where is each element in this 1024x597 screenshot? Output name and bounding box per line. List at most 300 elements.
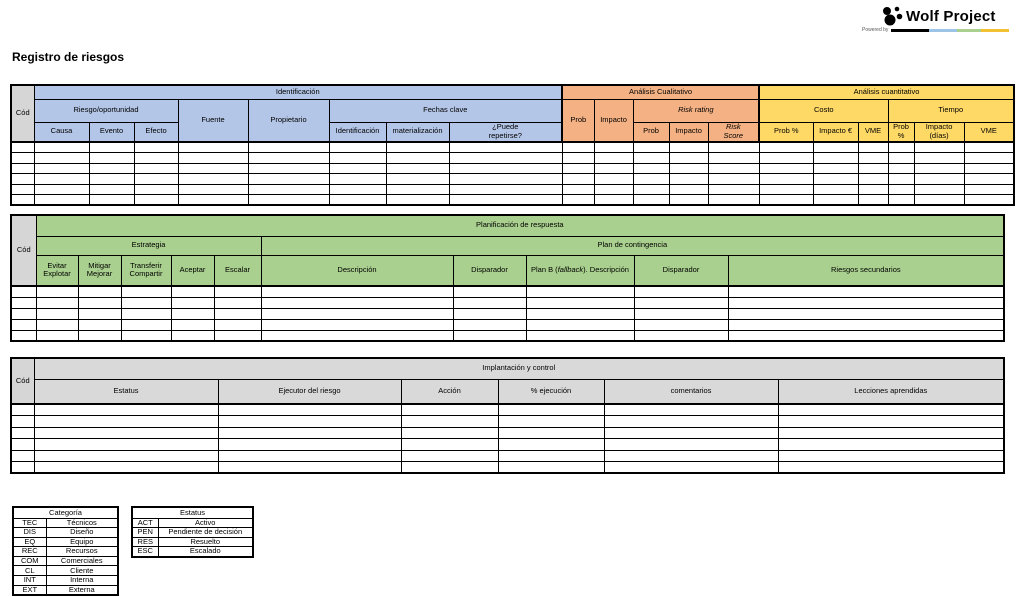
empty-cell[interactable] (78, 319, 121, 330)
empty-cell[interactable] (134, 163, 178, 174)
empty-cell[interactable] (449, 184, 562, 195)
empty-cell[interactable] (214, 297, 261, 308)
empty-cell[interactable] (34, 416, 218, 428)
empty-cell[interactable] (604, 439, 778, 451)
empty-cell[interactable] (134, 153, 178, 164)
empty-cell[interactable] (386, 195, 449, 206)
legend-estatus-title: Estatus (132, 507, 253, 518)
empty-cell[interactable] (728, 297, 1004, 308)
empty-cell[interactable] (11, 450, 34, 462)
empty-cell[interactable] (914, 142, 964, 153)
empty-cell[interactable] (11, 195, 34, 206)
empty-cell[interactable] (34, 174, 89, 185)
empty-cell[interactable] (453, 286, 526, 297)
empty-cell[interactable] (708, 184, 759, 195)
empty-cell[interactable] (34, 462, 218, 474)
empty-cell[interactable] (634, 319, 728, 330)
empty-cell[interactable] (449, 153, 562, 164)
empty-cell[interactable] (78, 308, 121, 319)
empty-cell[interactable] (449, 195, 562, 206)
empty-cell[interactable] (11, 330, 36, 341)
legend-row (13, 566, 118, 576)
empty-cell[interactable] (562, 142, 594, 153)
empty-cell[interactable] (134, 174, 178, 185)
empty-cell[interactable] (11, 174, 34, 185)
empty-cell[interactable] (214, 308, 261, 319)
identification-table (10, 84, 1015, 206)
empty-cell[interactable] (34, 184, 89, 195)
empty-cell[interactable] (453, 319, 526, 330)
empty-cell[interactable] (11, 427, 34, 439)
legend-label: Diseño (46, 528, 118, 538)
empty-cell[interactable] (813, 174, 858, 185)
empty-cell[interactable] (708, 174, 759, 185)
col-header-rr-prob: Prob (633, 122, 669, 142)
empty-cell[interactable] (134, 142, 178, 153)
empty-cell[interactable] (218, 450, 401, 462)
empty-cell[interactable] (11, 184, 34, 195)
empty-cell[interactable] (964, 195, 1014, 206)
empty-cell[interactable] (526, 319, 634, 330)
empty-cell[interactable] (604, 404, 778, 416)
col-header-escalar: Escalar (214, 255, 261, 286)
wolf-paw-icon (878, 3, 904, 29)
empty-cell[interactable] (888, 184, 914, 195)
empty-cell[interactable] (634, 308, 728, 319)
empty-cell[interactable] (171, 308, 214, 319)
col-header-aceptar: Aceptar (171, 255, 214, 286)
table-row (11, 297, 1004, 308)
empty-cell[interactable] (11, 319, 36, 330)
empty-cell[interactable] (858, 184, 888, 195)
empty-cell[interactable] (634, 297, 728, 308)
empty-cell[interactable] (498, 427, 604, 439)
empty-cell[interactable] (964, 174, 1014, 185)
empty-cell[interactable] (121, 319, 171, 330)
empty-cell[interactable] (218, 439, 401, 451)
empty-cell[interactable] (34, 427, 218, 439)
empty-cell[interactable] (813, 142, 858, 153)
legend-code: INT (13, 576, 46, 586)
empty-cell[interactable] (121, 286, 171, 297)
empty-cell[interactable] (401, 427, 498, 439)
table-row (11, 195, 1014, 206)
empty-cell[interactable] (562, 153, 594, 164)
empty-cell[interactable] (562, 163, 594, 174)
empty-cell[interactable] (34, 439, 218, 451)
legend-code: TEC (13, 518, 46, 528)
empty-cell[interactable] (11, 439, 34, 451)
empty-cell[interactable] (34, 153, 89, 164)
empty-cell[interactable] (386, 153, 449, 164)
empty-cell[interactable] (728, 286, 1004, 297)
empty-cell[interactable] (669, 163, 708, 174)
empty-cell[interactable] (178, 163, 248, 174)
empty-cell[interactable] (386, 163, 449, 174)
empty-cell[interactable] (759, 195, 813, 206)
empty-cell[interactable] (11, 404, 34, 416)
empty-cell[interactable] (11, 153, 34, 164)
empty-cell[interactable] (386, 142, 449, 153)
legend-row (13, 576, 118, 586)
empty-cell[interactable] (401, 450, 498, 462)
empty-cell[interactable] (261, 297, 453, 308)
col-header-disparador-2: Disparador (634, 255, 728, 286)
empty-cell[interactable] (261, 286, 453, 297)
empty-cell[interactable] (386, 174, 449, 185)
col-header-evento: Evento (89, 122, 134, 142)
empty-cell[interactable] (34, 450, 218, 462)
empty-cell[interactable] (178, 184, 248, 195)
empty-cell[interactable] (669, 184, 708, 195)
table-row (11, 462, 1004, 474)
empty-cell[interactable] (594, 153, 633, 164)
empty-cell[interactable] (813, 163, 858, 174)
empty-cell[interactable] (858, 153, 888, 164)
empty-cell[interactable] (78, 330, 121, 341)
empty-cell[interactable] (778, 416, 1004, 428)
empty-cell[interactable] (401, 416, 498, 428)
empty-cell[interactable] (604, 462, 778, 474)
empty-cell[interactable] (11, 416, 34, 428)
empty-cell[interactable] (453, 308, 526, 319)
empty-cell[interactable] (858, 163, 888, 174)
empty-cell[interactable] (708, 142, 759, 153)
empty-cell[interactable] (888, 195, 914, 206)
col-header-disparador-1: Disparador (453, 255, 526, 286)
empty-cell[interactable] (498, 450, 604, 462)
empty-cell[interactable] (89, 153, 134, 164)
legend-row (13, 528, 118, 538)
empty-cell[interactable] (594, 142, 633, 153)
legend-code: COM (13, 556, 46, 566)
empty-cell[interactable] (11, 163, 34, 174)
col-header-efecto: Efecto (134, 122, 178, 142)
empty-cell[interactable] (11, 142, 34, 153)
empty-cell[interactable] (329, 195, 386, 206)
empty-cell[interactable] (778, 439, 1004, 451)
table-row (11, 163, 1014, 174)
empty-cell[interactable] (214, 319, 261, 330)
empty-cell[interactable] (778, 427, 1004, 439)
empty-cell[interactable] (178, 174, 248, 185)
empty-cell[interactable] (34, 142, 89, 153)
empty-cell[interactable] (218, 416, 401, 428)
empty-cell[interactable] (386, 184, 449, 195)
brand-bar-blue (929, 29, 957, 32)
empty-cell[interactable] (914, 195, 964, 206)
empty-cell[interactable] (401, 462, 498, 474)
empty-cell[interactable] (633, 184, 669, 195)
empty-cell[interactable] (36, 297, 78, 308)
empty-cell[interactable] (813, 195, 858, 206)
empty-cell[interactable] (449, 174, 562, 185)
col-header-propietario: Propietario (248, 99, 329, 142)
col-header-riesgos-secundarios: Riesgos secundarios (728, 255, 1004, 286)
empty-cell[interactable] (89, 195, 134, 206)
legend-row (13, 585, 118, 595)
empty-cell[interactable] (248, 174, 329, 185)
section-header-identificacion: Identificación (34, 85, 562, 99)
col-header-costo-impacto: Impacto € (813, 122, 858, 142)
col-header-costo-prob: Prob % (759, 122, 813, 142)
empty-cell[interactable] (498, 462, 604, 474)
empty-cell[interactable] (11, 462, 34, 474)
empty-cell[interactable] (813, 153, 858, 164)
empty-cell[interactable] (248, 153, 329, 164)
legend-label: Interna (46, 576, 118, 586)
empty-cell[interactable] (728, 308, 1004, 319)
empty-cell[interactable] (171, 319, 214, 330)
empty-cell[interactable] (858, 195, 888, 206)
empty-cell[interactable] (121, 308, 171, 319)
empty-cell[interactable] (453, 330, 526, 341)
section-header-analisis-cualitativo: Análisis Cualitativo (562, 85, 759, 99)
empty-cell[interactable] (449, 142, 562, 153)
col-header-cod: Cód (11, 215, 36, 286)
empty-cell[interactable] (329, 142, 386, 153)
col-header-puede-repetirse: ¿Puede repetirse? (449, 122, 562, 142)
col-header-impacto: Impacto (594, 99, 633, 142)
empty-cell[interactable] (453, 297, 526, 308)
powered-by (862, 27, 1009, 33)
col-header-transferir-compartir: Transferir Compartir (121, 255, 171, 286)
empty-cell[interactable] (669, 153, 708, 164)
group-header-tiempo: Tiempo (888, 99, 1014, 122)
empty-cell[interactable] (759, 184, 813, 195)
group-header-estrategia: Estrategia (36, 236, 261, 255)
empty-cell[interactable] (34, 404, 218, 416)
col-header-cod: Cód (11, 85, 34, 142)
col-header-causa: Causa (34, 122, 89, 142)
empty-cell[interactable] (526, 330, 634, 341)
legend-label: Equipo (46, 537, 118, 547)
empty-cell[interactable] (669, 142, 708, 153)
empty-cell[interactable] (888, 153, 914, 164)
empty-cell[interactable] (121, 297, 171, 308)
empty-cell[interactable] (89, 174, 134, 185)
empty-cell[interactable] (759, 153, 813, 164)
legend-label: Técnicos (46, 518, 118, 528)
page-title: Registro de riesgos (12, 50, 125, 64)
empty-cell[interactable] (89, 142, 134, 153)
empty-cell[interactable] (633, 163, 669, 174)
empty-cell[interactable] (121, 330, 171, 341)
legend-code: CL (13, 566, 46, 576)
legend-label: Escalado (158, 547, 253, 557)
legend-label: Comerciales (46, 556, 118, 566)
col-header-fecha-identificacion: Identificación (329, 122, 386, 142)
empty-cell[interactable] (708, 195, 759, 206)
legend-code: EQ (13, 537, 46, 547)
legend-label: Resuelto (158, 537, 253, 547)
col-header-costo-vme: VME (858, 122, 888, 142)
empty-cell[interactable] (449, 163, 562, 174)
empty-cell[interactable] (134, 184, 178, 195)
empty-cell[interactable] (634, 286, 728, 297)
col-header-estatus: Estatus (34, 379, 218, 404)
empty-cell[interactable] (778, 450, 1004, 462)
legend-row (132, 547, 253, 557)
empty-cell[interactable] (11, 297, 36, 308)
table-row (11, 319, 1004, 330)
brand-name: Wolf Project (906, 7, 996, 25)
group-header-risk-rating: Risk rating (633, 99, 759, 122)
empty-cell[interactable] (964, 163, 1014, 174)
empty-cell[interactable] (248, 184, 329, 195)
col-header-risk-score: Risk Score (708, 122, 759, 142)
empty-cell[interactable] (218, 462, 401, 474)
empty-cell[interactable] (669, 174, 708, 185)
empty-cell[interactable] (914, 153, 964, 164)
col-header-tiempo-vme: VME (964, 122, 1014, 142)
empty-cell[interactable] (708, 153, 759, 164)
empty-cell[interactable] (914, 163, 964, 174)
empty-cell[interactable] (526, 297, 634, 308)
legend-label: Externa (46, 585, 118, 595)
empty-cell[interactable] (594, 195, 633, 206)
empty-cell[interactable] (214, 286, 261, 297)
empty-cell[interactable] (594, 163, 633, 174)
empty-cell[interactable] (759, 174, 813, 185)
brand-logo (878, 3, 996, 29)
empty-cell[interactable] (964, 184, 1014, 195)
empty-cell[interactable] (171, 286, 214, 297)
brand-bar-black (891, 29, 929, 32)
empty-cell[interactable] (401, 439, 498, 451)
empty-cell[interactable] (526, 308, 634, 319)
col-header-comentarios: comentarios (604, 379, 778, 404)
legend-label: Activo (158, 518, 253, 528)
empty-cell[interactable] (248, 163, 329, 174)
empty-cell[interactable] (329, 184, 386, 195)
empty-cell[interactable] (34, 163, 89, 174)
legend-row (13, 547, 118, 557)
empty-cell[interactable] (914, 184, 964, 195)
empty-cell[interactable] (498, 439, 604, 451)
empty-cell[interactable] (171, 297, 214, 308)
empty-cell[interactable] (964, 142, 1014, 153)
empty-cell[interactable] (634, 330, 728, 341)
empty-cell[interactable] (594, 184, 633, 195)
empty-cell[interactable] (888, 142, 914, 153)
col-header-prob: Prob (562, 99, 594, 142)
empty-cell[interactable] (248, 195, 329, 206)
empty-cell[interactable] (329, 153, 386, 164)
legend-label: Cliente (46, 566, 118, 576)
empty-cell[interactable] (36, 330, 78, 341)
empty-cell[interactable] (914, 174, 964, 185)
empty-cell[interactable] (604, 416, 778, 428)
empty-cell[interactable] (888, 174, 914, 185)
empty-cell[interactable] (562, 195, 594, 206)
empty-cell[interactable] (728, 330, 1004, 341)
group-header-fechas-clave: Fechas clave (329, 99, 562, 122)
empty-cell[interactable] (261, 330, 453, 341)
empty-cell[interactable] (669, 195, 708, 206)
empty-cell[interactable] (728, 319, 1004, 330)
empty-cell[interactable] (401, 404, 498, 416)
legend-categoria-title: Categoría (13, 507, 118, 518)
empty-cell[interactable] (759, 163, 813, 174)
empty-cell[interactable] (261, 308, 453, 319)
empty-cell[interactable] (813, 184, 858, 195)
empty-cell[interactable] (329, 174, 386, 185)
empty-cell[interactable] (858, 142, 888, 153)
legend-code: DIS (13, 528, 46, 538)
empty-cell[interactable] (78, 297, 121, 308)
col-header-mitigar-mejorar: Mitigar Mejorar (78, 255, 121, 286)
empty-cell[interactable] (964, 153, 1014, 164)
empty-cell[interactable] (562, 184, 594, 195)
empty-cell[interactable] (633, 174, 669, 185)
empty-cell[interactable] (34, 195, 89, 206)
empty-cell[interactable] (11, 308, 36, 319)
empty-cell[interactable] (89, 184, 134, 195)
empty-cell[interactable] (498, 404, 604, 416)
empty-cell[interactable] (759, 142, 813, 153)
empty-cell[interactable] (218, 427, 401, 439)
empty-cell[interactable] (888, 163, 914, 174)
empty-cell[interactable] (178, 142, 248, 153)
col-header-lecciones: Lecciones aprendidas (778, 379, 1004, 404)
empty-cell[interactable] (498, 416, 604, 428)
empty-cell[interactable] (89, 163, 134, 174)
empty-cell[interactable] (708, 163, 759, 174)
empty-cell[interactable] (633, 153, 669, 164)
legend-code: ACT (132, 518, 158, 528)
table-row (11, 439, 1004, 451)
legend-row (132, 518, 253, 528)
legend-categoria (12, 506, 119, 596)
empty-cell[interactable] (778, 404, 1004, 416)
empty-cell[interactable] (218, 404, 401, 416)
legend-row (132, 537, 253, 547)
empty-cell[interactable] (594, 174, 633, 185)
empty-cell[interactable] (858, 174, 888, 185)
legend-row (13, 537, 118, 547)
table-row (11, 142, 1014, 153)
brand-bar-green (957, 29, 981, 32)
empty-cell[interactable] (261, 319, 453, 330)
empty-cell[interactable] (178, 195, 248, 206)
empty-cell[interactable] (633, 142, 669, 153)
empty-cell[interactable] (78, 286, 121, 297)
empty-cell[interactable] (604, 427, 778, 439)
implementation-control-table (10, 357, 1005, 474)
group-header-costo: Costo (759, 99, 888, 122)
legend-code: EXT (13, 585, 46, 595)
empty-cell[interactable] (36, 286, 78, 297)
empty-cell[interactable] (562, 174, 594, 185)
group-header-riesgo-oportunidad: Riesgo/oportunidad (34, 99, 178, 122)
empty-cell[interactable] (171, 330, 214, 341)
empty-cell[interactable] (134, 195, 178, 206)
empty-cell[interactable] (604, 450, 778, 462)
empty-cell[interactable] (36, 308, 78, 319)
empty-cell[interactable] (214, 330, 261, 341)
empty-cell[interactable] (11, 286, 36, 297)
section-header-planificacion: Planificación de respuesta (36, 215, 1004, 236)
empty-cell[interactable] (633, 195, 669, 206)
section-header-implantacion-control: Implantación y control (34, 358, 1004, 379)
empty-cell[interactable] (329, 163, 386, 174)
empty-cell[interactable] (178, 153, 248, 164)
empty-cell[interactable] (526, 286, 634, 297)
empty-cell[interactable] (248, 142, 329, 153)
empty-cell[interactable] (36, 319, 78, 330)
empty-cell[interactable] (778, 462, 1004, 474)
